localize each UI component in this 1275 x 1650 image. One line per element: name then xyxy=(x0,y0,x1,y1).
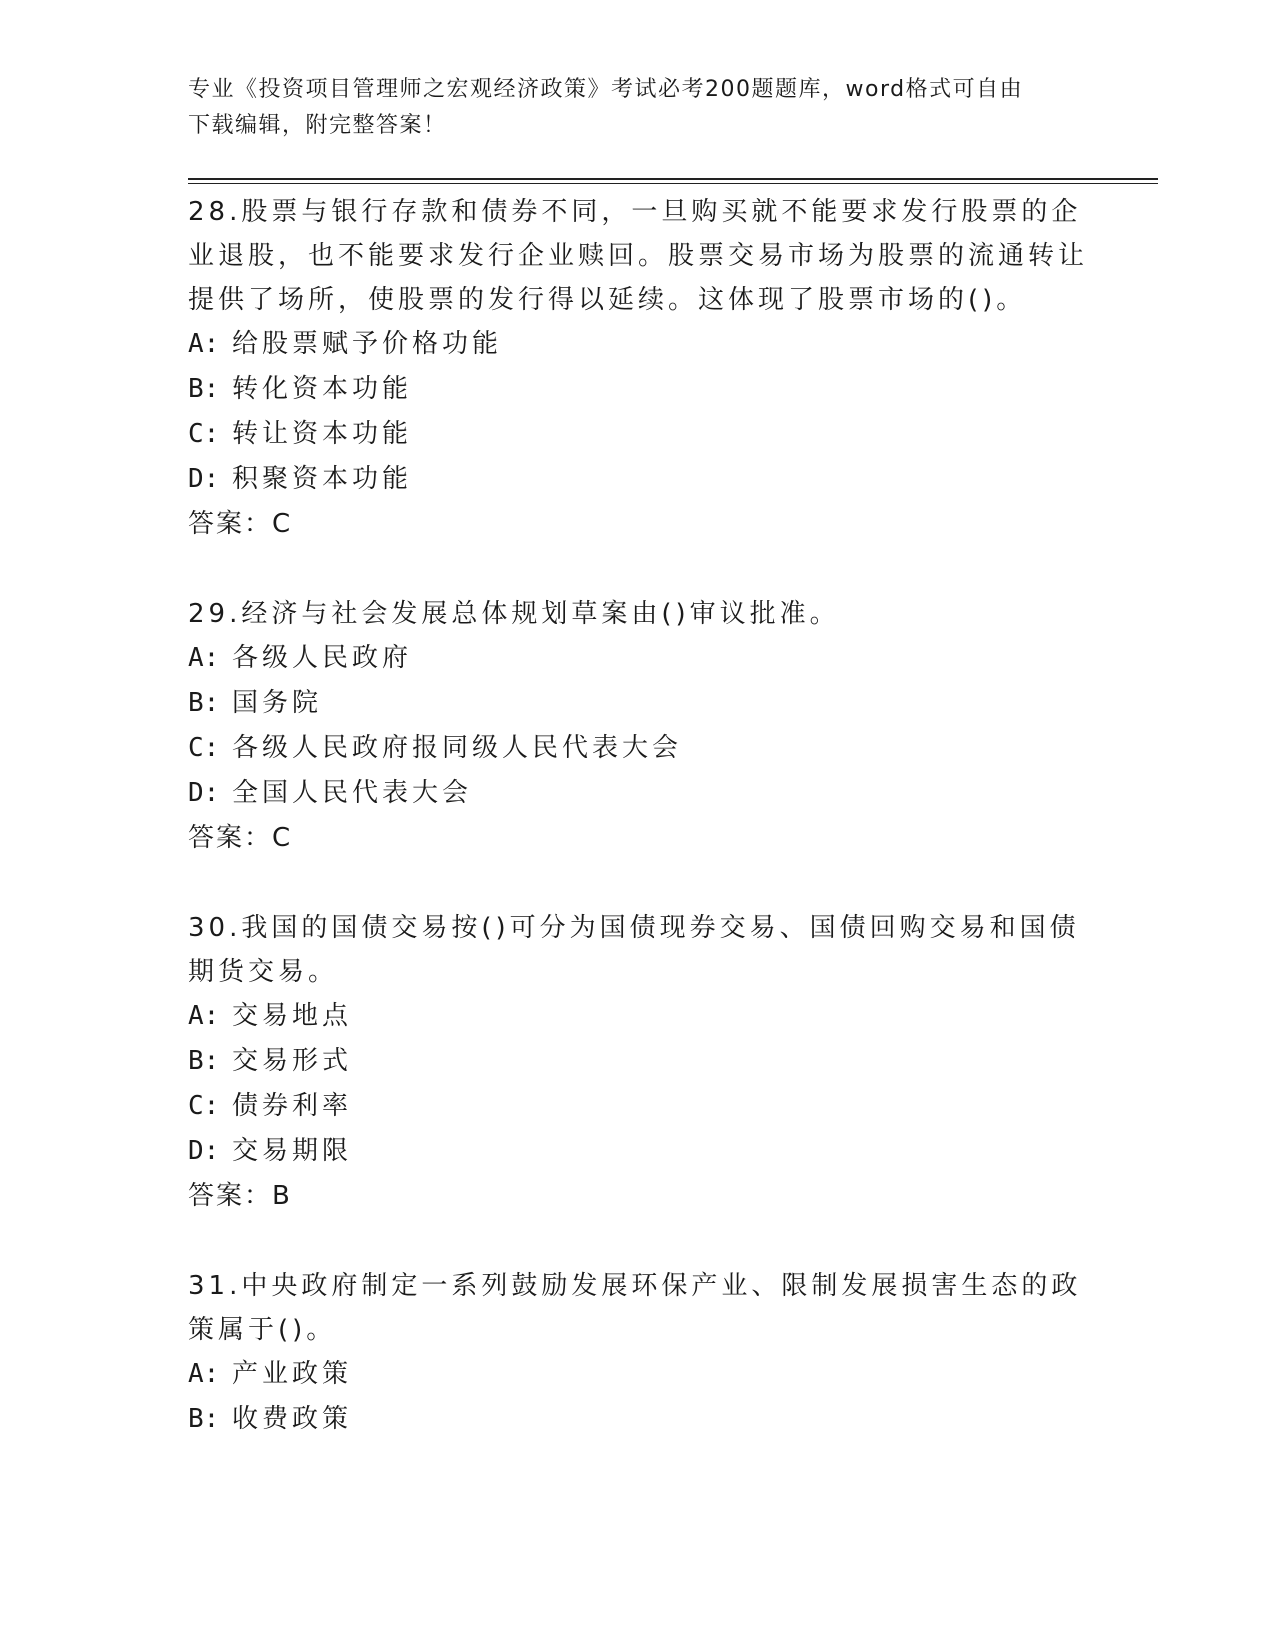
option-text: 交易期限 xyxy=(232,1136,353,1166)
option-key: D: xyxy=(188,778,220,808)
header-divider-thick xyxy=(188,178,1158,180)
option-c xyxy=(188,1084,1088,1129)
question-28 xyxy=(188,190,1088,547)
option-key: A: xyxy=(188,1001,220,1031)
option-b xyxy=(188,1039,1088,1084)
header-line-1: 专业《投资项目管理师之宏观经济政策》考试必考200题题库，word格式可自由 xyxy=(188,77,1024,102)
answer-line xyxy=(188,816,1088,861)
answer-line xyxy=(188,1174,1088,1219)
answer-value: C xyxy=(272,823,293,853)
option-key: B: xyxy=(188,1046,220,1076)
answer-label: 答案： xyxy=(188,1181,273,1211)
option-key: B: xyxy=(188,1404,220,1434)
option-key: B: xyxy=(188,374,220,404)
option-text: 积聚资本功能 xyxy=(232,464,413,494)
option-text: 国务院 xyxy=(232,688,323,718)
option-text: 收费政策 xyxy=(232,1404,353,1434)
option-c xyxy=(188,412,1088,457)
option-text: 转化资本功能 xyxy=(232,374,413,404)
answer-value: B xyxy=(272,1181,292,1211)
answer-line xyxy=(188,502,1088,547)
option-text: 产业政策 xyxy=(232,1359,353,1389)
question-text: 29.经济与社会发展总体规划草案由()审议批准。 xyxy=(188,599,840,629)
option-text: 全国人民代表大会 xyxy=(232,778,473,808)
option-b xyxy=(188,1397,1088,1442)
option-a xyxy=(188,1352,1088,1397)
option-text: 债券利率 xyxy=(232,1091,353,1121)
answer-value: C xyxy=(272,509,293,539)
header-line-2: 下载编辑，附完整答案！ xyxy=(188,113,447,138)
option-text: 转让资本功能 xyxy=(232,419,413,449)
question-30 xyxy=(188,906,1088,1219)
option-key: C: xyxy=(188,1091,220,1121)
option-key: C: xyxy=(188,733,220,763)
option-key: A: xyxy=(188,643,220,673)
option-text: 各级人民政府报同级人民代表大会 xyxy=(232,733,683,763)
option-key: A: xyxy=(188,329,220,359)
option-c xyxy=(188,726,1088,771)
question-text: 28.股票与银行存款和债券不同，一旦购买就不能要求发行股票的企业退股，也不能要求发行企业赎回。股票交易市场为股票的流通转让提供了场所，使股票的发行得以延续。这体现了股票市场的()。 xyxy=(188,197,1089,315)
option-text: 交易地点 xyxy=(232,1001,353,1031)
question-list xyxy=(188,190,1088,1487)
answer-label: 答案： xyxy=(188,509,273,539)
document-header xyxy=(188,72,1088,144)
option-key: D: xyxy=(188,1136,220,1166)
option-d xyxy=(188,1129,1088,1174)
option-key: A: xyxy=(188,1359,220,1389)
option-b xyxy=(188,367,1088,412)
option-d xyxy=(188,457,1088,502)
option-key: C: xyxy=(188,419,220,449)
option-key: D: xyxy=(188,464,220,494)
option-b xyxy=(188,681,1088,726)
option-a xyxy=(188,636,1088,681)
option-d xyxy=(188,771,1088,816)
question-text: 30.我国的国债交易按()可分为国债现券交易、国债回购交易和国债期货交易。 xyxy=(188,913,1080,987)
option-text: 给股票赋予价格功能 xyxy=(232,329,503,359)
option-text: 各级人民政府 xyxy=(232,643,413,673)
option-text: 交易形式 xyxy=(232,1046,353,1076)
option-a xyxy=(188,994,1088,1039)
question-29 xyxy=(188,592,1088,861)
question-text: 31.中央政府制定一系列鼓励发展环保产业、限制发展损害生态的政策属于()。 xyxy=(188,1271,1082,1345)
question-31 xyxy=(188,1264,1088,1442)
option-a xyxy=(188,322,1088,367)
header-divider-thin xyxy=(188,183,1158,184)
answer-label: 答案： xyxy=(188,823,273,853)
option-key: B: xyxy=(188,688,220,718)
